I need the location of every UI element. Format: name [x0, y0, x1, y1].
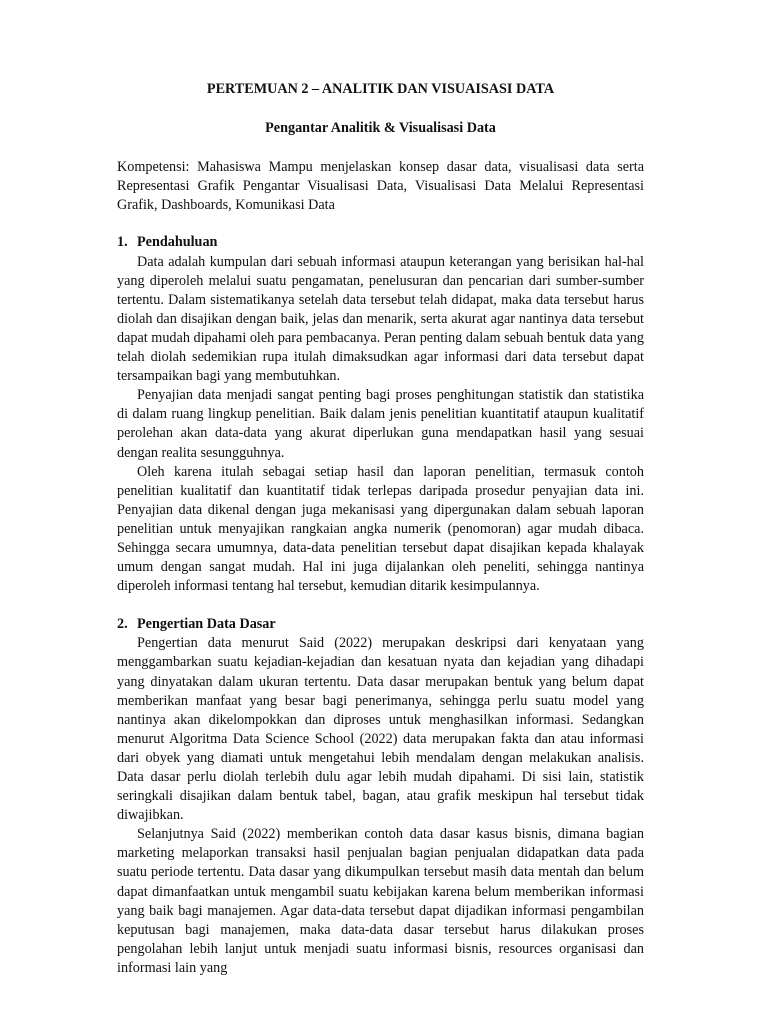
section-title: Pengertian Data Dasar: [137, 616, 276, 633]
section-number: 2.: [117, 616, 128, 633]
paragraph: Penyajian data menjadi sangat penting bagi proses penghitungan statistik dan statistika di dalam ruang lingkup penelitian. Baik dalam jenis penelitian kuantitatif ataupun kualitatif perolehan akan data-data yang akurat diperlukan guna mendapatkan hasil yang sesuai dengan realita sesungguhnya.: [117, 387, 644, 461]
document-subtitle: Pengantar Analitik & Visualisasi Data: [265, 120, 496, 137]
paragraph: Oleh karena itulah sebagai setiap hasil dan laporan penelitian, termasuk contoh penelitian kualitatif dan kuantitatif tidak terlepas daripada prosedur penyajian data ini. Penyajian data dikenal dengan juga mekanisasi yang dipergunakan dalam sebuah laporan penelitian untuk menyajikan rangkaian angka numerik (penomoran) agar mudah dibaca. Sehingga secara umumnya, data-data penelitian tersebut dapat disajikan kepada khalayak umum dengan sangat mudah. Hal ini juga dijalankan oleh peneliti, sehingga nantinya diperoleh informasi tentang hal tersebut, kemudian ditarik kesimpulannya.: [117, 463, 644, 595]
paragraph: Data adalah kumpulan dari sebuah informasi ataupun keterangan yang berisikan hal-hal yang diperoleh melalui suatu pengamatan, penelusuran dan pencarian dari sumber-sumber tertentu. Dalam sistematikanya setelah data tersebut telah didapat, maka data tersebut harus diolah dan disajikan dengan baik, jelas dan menarik, serta akurat agar nantinya data tersebut dapat mudah dipahami oleh para pembacanya. Peran penting dalam sebuah bentuk data yang telah diolah sedemikian rupa itulah dimaksudkan agar informasi dari data tersebut dapat tersampaikan bagi yang membutuhkan.: [117, 253, 644, 385]
paragraph: Selanjutnya Said (2022) memberikan contoh data dasar kasus bisnis, dimana bagian marketing melaporkan transaksi hasil penjualan bagian penjualan didapatkan data pada suatu periode tertentu. Data dasar yang dikumpulkan tersebut masih data mentah dan belum dapat dimanfaatkan untuk mengambil suatu kebijakan karena belum memberikan informasi yang baik bagi manajemen. Agar data-data tersebut dapat dijadikan informasi pengambilan keputusan bagi manajemen, maka data-data dasar tersebut harus dilakukan proses pengolahan lebih lanjut untuk menjadi suatu informasi bisnis, resources organisasi dan informasi lain yang: [117, 826, 644, 976]
document-title: PERTEMUAN 2 – ANALITIK DAN VISUAISASI DATA: [206, 81, 555, 97]
section-heading: [117, 233, 644, 252]
kompetensi-paragraph: Kompetensi: Mahasiswa Mampu menjelaskan konsep dasar data, visualisasi data serta Representasi Grafik Pengantar Visualisasi Data, Visualisasi Data Melalui Representasi Grafik, Dashboards, Komunikasi Data: [117, 159, 644, 214]
paragraph: Pengertian data menurut Said (2022) merupakan deskripsi dari kenyataan yang menggambarkan suatu kejadian-kejadian dan kesatuan nyata dan kejadian yang dihadapi yang dinyatakan dalam ukuran tertentu. Data dasar merupakan bentuk yang belum dapat memberikan manfaat yang besar bagi penerimanya, sehingga perlu suatu model yang nantinya akan dikelompokkan dan diproses untuk menghasilkan informasi. Sedangkan menurut Algoritma Data Science School (2022) data merupakan fakta dan atau informasi dari obyek yang diamati untuk mengetahui lebih mendalam dengan melakukan analisis. Data dasar perlu diolah terlebih dulu agar lebih mudah dipahami. Di sisi lain, statistik seringkali disajikan dalam bentuk tabel, bagan, atau grafik meskipun hal tersebut tidak diwajibkan.: [117, 635, 644, 824]
section-heading: [117, 615, 644, 634]
section-title: Pendahuluan: [137, 234, 218, 251]
section-pengertian-data-dasar: [117, 615, 644, 978]
section-pendahuluan: [117, 233, 644, 596]
document-page: [117, 80, 644, 978]
section-number: 1.: [117, 234, 128, 251]
